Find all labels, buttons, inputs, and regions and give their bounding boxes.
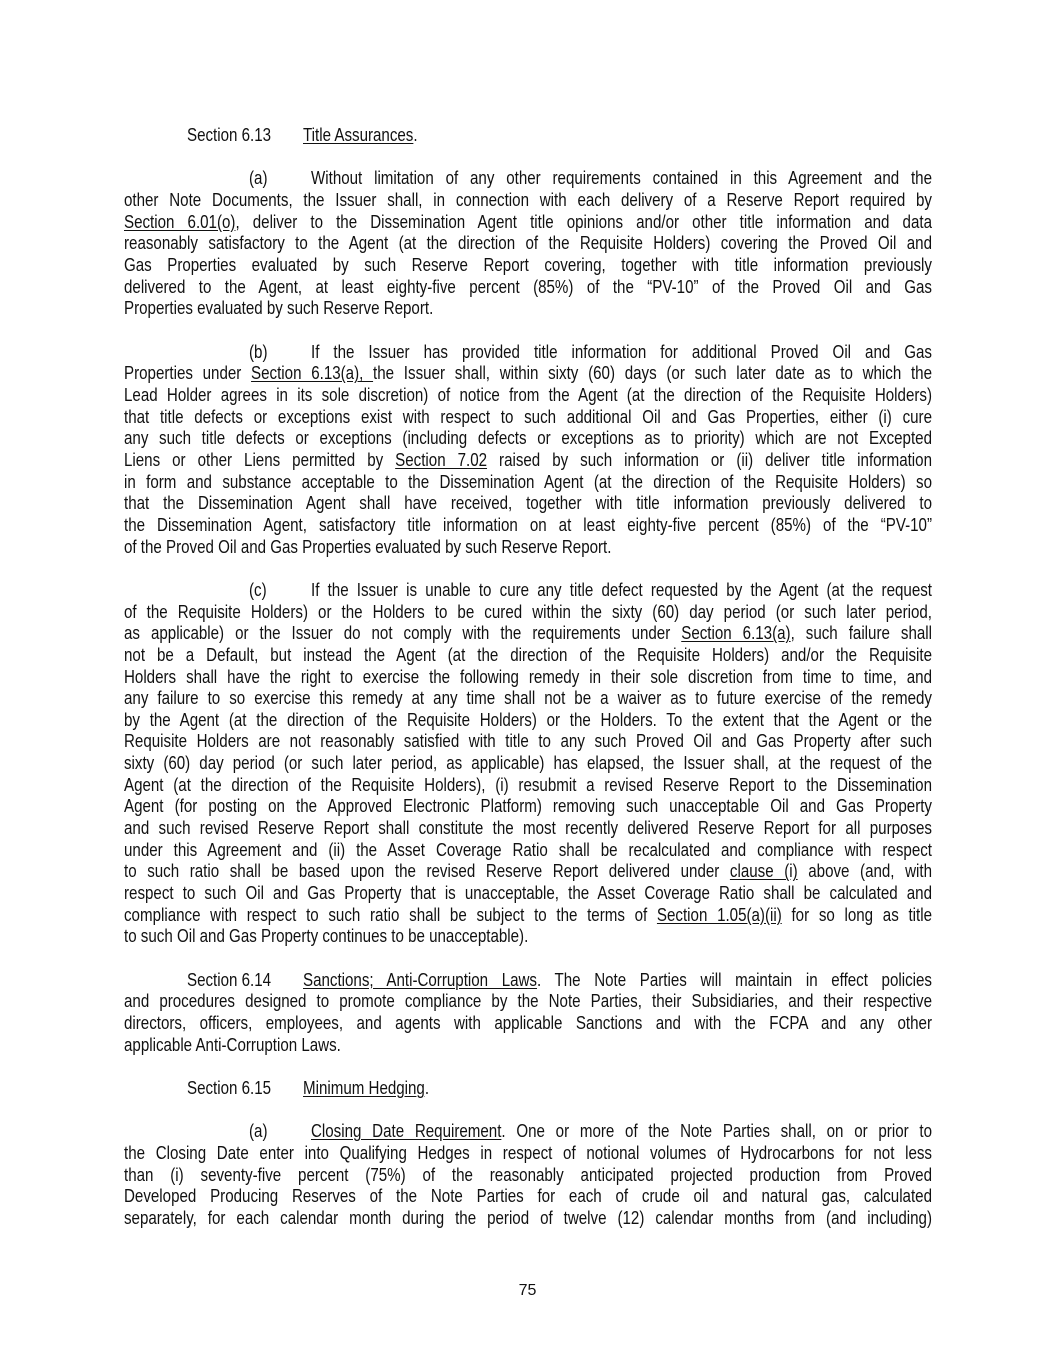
paragraph-line bbox=[124, 860, 932, 882]
paragraph-line bbox=[311, 167, 932, 189]
text-run: any such title defects or exceptions (including defects or exceptions as to priority) which are not Excepted bbox=[124, 428, 932, 449]
text-run: compliance with respect to such ratio shall be subject to the terms of bbox=[124, 904, 657, 925]
paragraph-line bbox=[124, 254, 932, 276]
text-run: If the Issuer is unable to cure any title defect requested by the Agent (at the request bbox=[311, 579, 932, 600]
text-run: of the Proved Oil and Gas Properties evaluated by such Reserve Report. bbox=[124, 536, 612, 557]
paragraph-line bbox=[124, 297, 932, 319]
paragraph-line bbox=[124, 687, 932, 709]
label-text: Section 6.15 bbox=[187, 1078, 272, 1099]
paragraph-line bbox=[124, 644, 932, 666]
text-run: Gas Properties evaluated by such Reserve Report covering, together with title information previously bbox=[124, 254, 932, 275]
text-run: respect to such Oil and Gas Property that is unacceptable, the Asset Coverage Ratio shall be calculated and bbox=[124, 883, 932, 904]
paragraph-line bbox=[124, 1012, 932, 1034]
text-run: . bbox=[424, 1078, 430, 1099]
cross-reference-link: Sanctions; Anti-Corruption Laws bbox=[303, 969, 537, 990]
text-run: . The Note Parties will maintain in effect policies bbox=[536, 969, 932, 990]
paragraph-line bbox=[124, 1207, 932, 1229]
paragraph-line bbox=[124, 406, 932, 428]
paragraph-line bbox=[124, 384, 932, 406]
paragraph-line bbox=[124, 276, 932, 298]
text-run: applicable Anti-Corruption Laws. bbox=[124, 1034, 341, 1055]
label-text: Section 6.13 bbox=[187, 125, 272, 145]
paragraph-line bbox=[311, 1120, 932, 1142]
paragraph-line bbox=[124, 232, 932, 254]
paragraph-line bbox=[124, 904, 932, 926]
text-run: not be a Default, but instead the Agent (at the direction of the Requisite Holders) and/or the Requisite bbox=[124, 644, 932, 665]
text-run: by the Agent (at the direction of the Requisite Holders) or the Holders. To the extent that the Agent or the bbox=[124, 709, 932, 730]
text-run: Developed Producing Reserves of the Note Parties for each of crude oil and natural gas, calculated bbox=[124, 1186, 932, 1207]
text-run: the Dissemination Agent, satisfactory title information on at least eighty-five percent (85%) of the “PV-10” bbox=[124, 514, 932, 535]
paragraph-line bbox=[124, 471, 932, 493]
text-run: of the Requisite Holders) or the Holders to be cured within the sixty (60) day period (or such later period, bbox=[124, 601, 932, 622]
paragraph-line bbox=[124, 839, 932, 861]
paragraph-line bbox=[124, 925, 932, 947]
text-run: reasonably satisfactory to the Agent (at the direction of the Requisite Holders) covering the Proved Oil and bbox=[124, 233, 932, 254]
paragraph-line bbox=[124, 666, 932, 688]
text-run: the Closing Date enter into Qualifying Hedges in respect of notional volumes of Hydrocarbons for not less bbox=[124, 1143, 932, 1164]
paragraph-line bbox=[311, 579, 932, 601]
text-run: to such Oil and Gas Property continues to be unacceptable). bbox=[124, 926, 529, 947]
text-run: Agent (for posting on the Approved Electronic Platform) removing such unacceptable Oil and Gas Property bbox=[124, 796, 932, 817]
text-run: the Issuer shall, within sixty (60) days (or such later date as to which the bbox=[373, 363, 933, 384]
cross-reference-link: Section 6.01(o) bbox=[124, 211, 236, 232]
text-run: Lead Holder agrees in its sole discretion) of notice from the Agent (at the direction of the Requisite Holders) bbox=[124, 384, 932, 405]
text-run: sixty (60) day period (or such later period, as applicable) has elapsed, the Issuer shall, at the request of the bbox=[124, 753, 932, 774]
text-run: to such ratio shall be based upon the revised Reserve Report delivered under bbox=[124, 861, 730, 882]
text-run: Properties under bbox=[124, 363, 252, 384]
text-run: directors, officers, employees, and agents with applicable Sanctions and with the FCPA and any other bbox=[124, 1013, 932, 1034]
paragraph-line bbox=[124, 817, 932, 839]
text-run: , such failure shall bbox=[790, 623, 932, 644]
label-text: (a) bbox=[249, 168, 268, 189]
text-run: in form and substance acceptable to the Dissemination Agent (at the direction of the Requisite Holders) so bbox=[124, 471, 932, 492]
paragraph-label bbox=[187, 969, 307, 991]
cross-reference-link: clause (i) bbox=[729, 861, 798, 882]
text-run: and such revised Reserve Report shall constitute the most recently delivered Reserve Report for all purposes bbox=[124, 818, 932, 839]
paragraph-line bbox=[303, 969, 932, 991]
paragraph-line bbox=[124, 709, 932, 731]
paragraph-line bbox=[124, 449, 932, 471]
paragraph-label bbox=[187, 124, 307, 146]
cross-reference-link: Section 1.05(a)(ii) bbox=[656, 904, 782, 925]
paragraph-line bbox=[124, 990, 932, 1012]
text-run: Agent (at the direction of the Requisite Holders), (i) resubmit a revised Reserve Report to the Dissemination bbox=[124, 774, 932, 795]
text-run: Requisite Holders are not reasonably satisfied with title to any such Proved Oil and Gas Property after such bbox=[124, 731, 932, 752]
text-run: Holders shall have the right to exercise the following remedy in their sole discretion from time to time, and bbox=[124, 666, 932, 687]
text-run: that the Dissemination Agent shall have received, together with title information previously delivered to bbox=[124, 493, 932, 514]
paragraph-line bbox=[124, 492, 932, 514]
text-run: Properties evaluated by such Reserve Report. bbox=[124, 298, 434, 319]
text-run: for so long as title bbox=[781, 904, 933, 925]
text-run: as applicable) or the Issuer do not comply with the requirements under bbox=[124, 623, 682, 644]
text-run: any failure to so exercise this remedy at any time shall not be a waiver as to future exercise of the remedy bbox=[124, 688, 932, 709]
text-run: Liens or other Liens permitted by bbox=[124, 449, 396, 470]
cross-reference-link: Section 6.13(a) bbox=[681, 623, 791, 644]
cross-reference-link: Closing Date Requirement bbox=[311, 1121, 502, 1142]
paragraph-label bbox=[187, 1077, 307, 1099]
paragraph-line bbox=[124, 1142, 932, 1164]
text-run: that title defects or exceptions exist with respect to such additional Oil and Gas Properties, either (i) cure bbox=[124, 406, 932, 427]
paragraph-line bbox=[124, 514, 932, 536]
text-run: If the Issuer has provided title information for additional Proved Oil and Gas bbox=[311, 341, 932, 362]
text-run: , deliver to the Dissemination Agent title opinions and/or other title information and data bbox=[235, 211, 932, 232]
paragraph-line bbox=[124, 730, 932, 752]
cross-reference-link: Section 7.02 bbox=[395, 449, 488, 470]
text-run: and procedures designed to promote compliance by the Note Parties, their Subsidiaries, and their respective bbox=[124, 991, 932, 1012]
text-run: separately, for each calendar month during the period of twelve (12) calendar months from (and including) bbox=[124, 1208, 932, 1228]
paragraph-line bbox=[124, 427, 932, 449]
paragraph-line bbox=[124, 362, 932, 384]
text-run: other Note Documents, the Issuer shall, in connection with each delivery of a Reserve Report required by bbox=[124, 189, 932, 210]
section-heading bbox=[303, 124, 903, 146]
label-text: (b) bbox=[249, 341, 268, 362]
text-run: under this Agreement and (ii) the Asset Coverage Ratio shall be recalculated and compliance with respect bbox=[124, 839, 932, 860]
text-run: than (i) seventy-five percent (75%) of the reasonably anticipated projected production from Proved bbox=[124, 1164, 932, 1185]
paragraph-line bbox=[124, 774, 932, 796]
paragraph-line bbox=[124, 211, 932, 233]
paragraph-line bbox=[124, 601, 932, 623]
cross-reference-link: Section 6.13(a), bbox=[251, 363, 374, 384]
cross-reference-link: Minimum Hedging bbox=[303, 1078, 425, 1099]
label-text: Section 6.14 bbox=[187, 969, 272, 990]
paragraph-line bbox=[124, 1034, 932, 1056]
paragraph-line bbox=[124, 752, 932, 774]
text-run: raised by such information or (ii) deliver title information bbox=[487, 449, 932, 470]
text-run: Without limitation of any other requirements contained in this Agreement and the bbox=[311, 168, 932, 189]
section-heading bbox=[303, 1077, 903, 1099]
paragraph-line bbox=[124, 795, 932, 817]
paragraph-line bbox=[124, 1164, 932, 1186]
cross-reference-link: Title Assurances bbox=[303, 125, 414, 145]
text-run: delivered to the Agent, at least eighty-five percent (85%) of the “PV-10” of the Proved Oil and Gas bbox=[124, 276, 932, 297]
paragraph-line bbox=[124, 536, 932, 558]
paragraph-line bbox=[124, 189, 932, 211]
label-text: (a) bbox=[249, 1121, 268, 1142]
paragraph-line bbox=[124, 622, 932, 644]
paragraph-line bbox=[124, 882, 932, 904]
paragraph-line bbox=[311, 341, 932, 363]
text-run: . bbox=[413, 125, 418, 145]
page-number: 75 bbox=[518, 1282, 537, 1299]
label-text: (c) bbox=[249, 579, 267, 600]
paragraph-line bbox=[124, 1185, 932, 1207]
text-run: . One or more of the Note Parties shall, on or prior to bbox=[501, 1121, 932, 1142]
text-run: above (and, with bbox=[797, 861, 932, 882]
